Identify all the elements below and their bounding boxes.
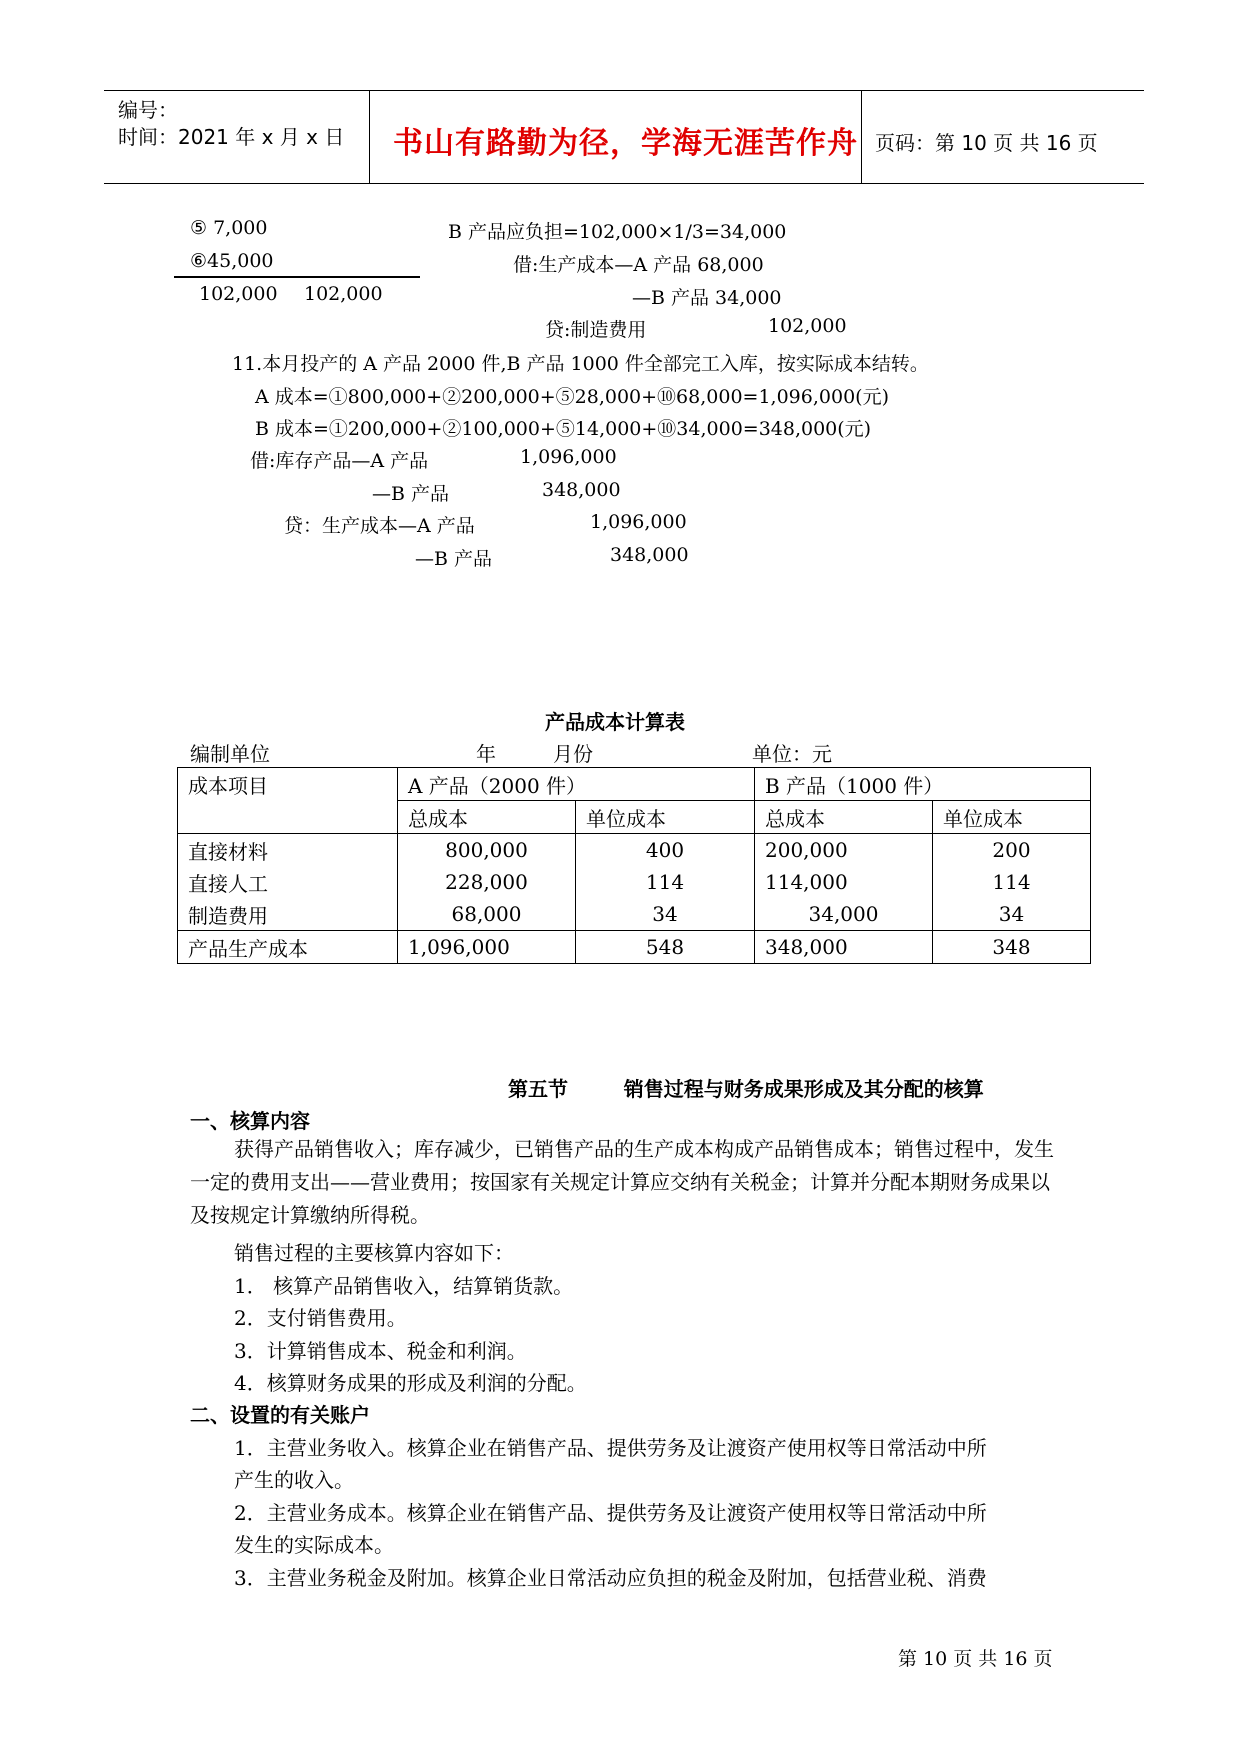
list-item: 1． 核算产品销售收入，结算销货款。 bbox=[234, 1274, 574, 1298]
page-number-label: 页码：第 10 页 共 16 页 bbox=[875, 131, 1098, 155]
table-row bbox=[178, 866, 1091, 898]
transfer-credit-a-amount: 1,096,000 bbox=[590, 511, 687, 533]
footer-page-number: 第 10 页 共 16 页 bbox=[898, 1648, 1053, 1670]
table-total-row bbox=[178, 931, 1091, 964]
list-item: 4．核算财务成果的形成及利润的分配。 bbox=[234, 1371, 587, 1395]
row-b-unit: 34 bbox=[933, 898, 1091, 931]
currency-label: 单位：元 bbox=[752, 742, 832, 766]
row-a-unit: 114 bbox=[576, 866, 755, 898]
row-a-total: 68,000 bbox=[398, 898, 576, 931]
row-a-total: 800,000 bbox=[398, 834, 576, 867]
motto-banner: 书山有路勤为径，学海无涯苦作舟 bbox=[393, 126, 858, 161]
table-row bbox=[178, 898, 1091, 931]
transfer-credit-b-label: —B 产品 bbox=[415, 548, 493, 570]
paragraph-overview: 获得产品销售收入；库存减少，已销售产品的生产成本构成产品销售成本；销售过程中，发生一定的费用支出——营业费用；按国家有关规定计算应交纳有关税金；计算并分配本期财务成果以及按规定计算缴纳所得税。 bbox=[190, 1137, 1054, 1227]
heading-accounts: 二、设置的有关账户 bbox=[190, 1403, 370, 1427]
month-label: 月份 bbox=[553, 742, 593, 766]
ledger-total-credit: 102,000 bbox=[304, 283, 383, 305]
header-top-rule bbox=[104, 90, 1144, 91]
transfer-debit-a-amount: 1,096,000 bbox=[520, 446, 617, 468]
row-b-unit: 114 bbox=[933, 866, 1091, 898]
total-a-unit: 548 bbox=[576, 931, 755, 964]
a-cost-formula: A 成本=①800,000+②200,000+⑤28,000+⑩68,000=1,096,000(元) bbox=[255, 386, 889, 408]
b-share-calc: B 产品应负担=102,000×1/3=34,000 bbox=[448, 221, 787, 243]
transfer-debit-a-label: 借:库存产品—A 产品 bbox=[250, 450, 429, 472]
time-label: 时间：2021 年 x 月 x 日 bbox=[118, 125, 345, 149]
cost-table-title: 产品成本计算表 bbox=[545, 710, 685, 734]
total-b-unit: 348 bbox=[933, 931, 1091, 964]
header-product-a: A 产品（2000 件） bbox=[398, 768, 755, 801]
header-cost-item: 成本项目 bbox=[178, 768, 398, 801]
row-a-unit: 34 bbox=[576, 898, 755, 931]
serial-number-label: 编号： bbox=[118, 98, 178, 122]
ledger-entry-6: ⑥45,000 bbox=[190, 250, 274, 272]
subheader-a-unit: 单位成本 bbox=[576, 801, 755, 834]
list-item: 3．计算销售成本、税金和利润。 bbox=[234, 1339, 527, 1363]
row-a-total: 228,000 bbox=[398, 866, 576, 898]
row-item: 直接材料 bbox=[178, 834, 398, 867]
year-label: 年 bbox=[476, 742, 496, 766]
journal-credit-amount: 102,000 bbox=[768, 315, 847, 337]
row-b-total: 34,000 bbox=[755, 898, 933, 931]
step-11-title: 11.本月投产的 A 产品 2000 件,B 产品 1000 件全部完工入库，按实际成本结转。 bbox=[232, 353, 929, 375]
total-item: 产品生产成本 bbox=[178, 931, 398, 964]
account-2-line1: 2．主营业务成本。核算企业在销售产品、提供劳务及让渡资产使用权等日常活动中所 bbox=[234, 1501, 987, 1525]
row-a-unit: 400 bbox=[576, 834, 755, 867]
transfer-credit-b-amount: 348,000 bbox=[610, 544, 689, 566]
header-bottom-rule bbox=[104, 183, 1144, 184]
transfer-debit-b-amount: 348,000 bbox=[542, 479, 621, 501]
header-product-b: B 产品（1000 件） bbox=[755, 768, 1091, 801]
account-1-line1: 1．主营业务收入。核算企业在销售产品、提供劳务及让渡资产使用权等日常活动中所 bbox=[234, 1436, 987, 1460]
transfer-credit-a-label: 贷：生产成本—A 产品 bbox=[284, 515, 475, 537]
journal-credit-label: 贷:制造费用 bbox=[545, 319, 647, 341]
table-row bbox=[178, 834, 1091, 867]
table-subheader-row bbox=[178, 801, 1091, 834]
row-b-unit: 200 bbox=[933, 834, 1091, 867]
total-b-total: 348,000 bbox=[755, 931, 933, 964]
preparer-label: 编制单位 bbox=[190, 742, 270, 766]
account-1-line2: 产生的收入。 bbox=[234, 1468, 354, 1492]
table-header-row bbox=[178, 768, 1091, 801]
header-divider-right bbox=[861, 90, 862, 184]
journal-debit-b: —B 产品 34,000 bbox=[632, 287, 782, 309]
cost-table bbox=[177, 767, 1091, 964]
heading-accounting-content: 一、核算内容 bbox=[190, 1109, 310, 1133]
paragraph-main-content: 销售过程的主要核算内容如下： bbox=[234, 1241, 514, 1265]
header-cost-item-spacer bbox=[178, 801, 398, 834]
account-3-line1: 3．主营业务税金及附加。核算企业日常活动应负担的税金及附加，包括营业税、消费 bbox=[234, 1566, 987, 1590]
row-b-total: 114,000 bbox=[755, 866, 933, 898]
journal-debit-a: 借:生产成本—A 产品 68,000 bbox=[513, 254, 764, 276]
account-2-line2: 发生的实际成本。 bbox=[234, 1533, 394, 1557]
ledger-total-rule bbox=[174, 276, 420, 278]
total-a-total: 1,096,000 bbox=[398, 931, 576, 964]
subheader-b-unit: 单位成本 bbox=[933, 801, 1091, 834]
subheader-a-total: 总成本 bbox=[398, 801, 576, 834]
ledger-total-debit: 102,000 bbox=[199, 283, 278, 305]
row-b-total: 200,000 bbox=[755, 834, 933, 867]
section-title: 第五节 销售过程与财务成果形成及其分配的核算 bbox=[508, 1077, 984, 1101]
subheader-b-total: 总成本 bbox=[755, 801, 933, 834]
list-item: 2．支付销售费用。 bbox=[234, 1306, 407, 1330]
row-item: 制造费用 bbox=[178, 898, 398, 931]
header-divider-left bbox=[369, 90, 370, 184]
ledger-entry-5: ⑤ 7,000 bbox=[190, 217, 268, 239]
row-item: 直接人工 bbox=[178, 866, 398, 898]
b-cost-formula: B 成本=①200,000+②100,000+⑤14,000+⑩34,000=348,000(元) bbox=[255, 418, 872, 440]
transfer-debit-b-label: —B 产品 bbox=[372, 483, 450, 505]
